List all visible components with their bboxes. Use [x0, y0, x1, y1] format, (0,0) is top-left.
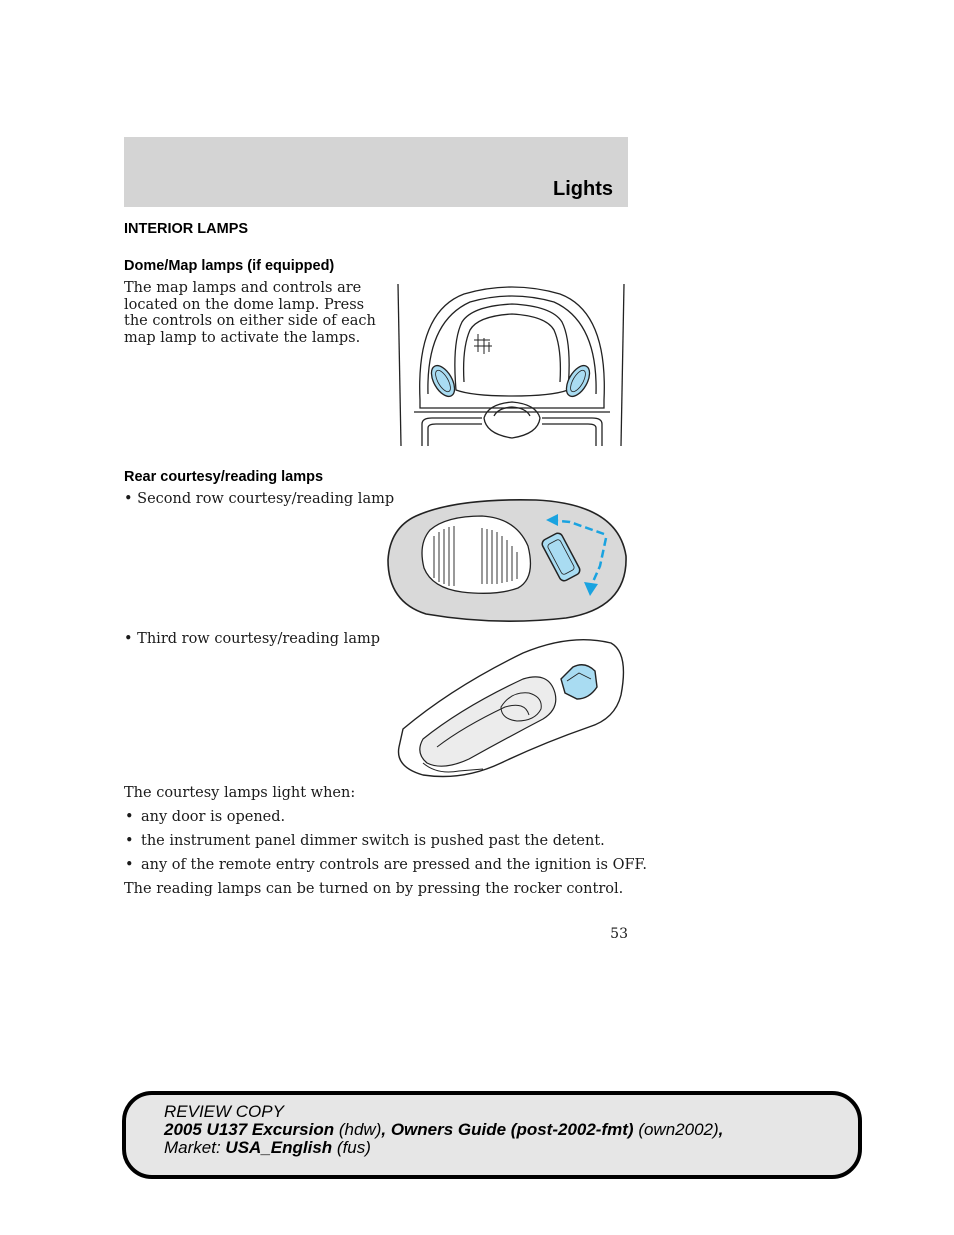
list-item: • the instrument panel dimmer switch is pushed past the detent. [125, 833, 605, 849]
third-row-lamp-illustration [393, 635, 629, 781]
list-item: • any door is opened. [125, 809, 286, 825]
courtesy-intro: The courtesy lamps light when: [124, 785, 356, 801]
dome-map-text: The map lamps and controls are located on the dome lamp. Press the controls on either side of each map lamp to activate the lamps. [124, 280, 376, 346]
bullet-dot: • [125, 857, 134, 873]
bullet-dot: • [125, 833, 134, 849]
page-number: 53 [610, 926, 628, 942]
second-row-lamp-illustration [386, 496, 632, 626]
reading-lamps-note: The reading lamps can be turned on by pressing the rocker control. [124, 881, 624, 897]
footer-line-2: 2005 U137 Excursion (hdw), Owners Guide (post-2002-fmt) (own2002), [164, 1120, 724, 1139]
section-title: INTERIOR LAMPS [124, 221, 249, 237]
bullet-second-row-text: Second row courtesy/reading lamp [137, 491, 395, 507]
footer-text [164, 1103, 723, 1157]
dome-map-title: Dome/Map lamps (if equipped) [124, 258, 335, 274]
bullet-third-row [124, 631, 380, 648]
bullet-dot: • [124, 491, 133, 507]
list-item: • any of the remote entry controls are pressed and the ignition is OFF. [125, 857, 647, 873]
review-copy-footer [122, 1091, 862, 1179]
bullet-second-row [124, 491, 394, 508]
bullet-third-row-text: Third row courtesy/reading lamp [137, 631, 380, 647]
bullet-dot: • [125, 809, 134, 825]
footer-line-3: Market: USA_English (fus) [164, 1138, 371, 1157]
dome-lamp-illustration [392, 282, 632, 448]
rear-lamps-title: Rear courtesy/reading lamps [124, 469, 324, 485]
page-title: Lights [553, 178, 613, 200]
bullet-dot: • [124, 631, 133, 647]
footer-line-1: REVIEW COPY [164, 1102, 284, 1121]
courtesy-list [124, 809, 647, 881]
header-band [124, 137, 628, 207]
